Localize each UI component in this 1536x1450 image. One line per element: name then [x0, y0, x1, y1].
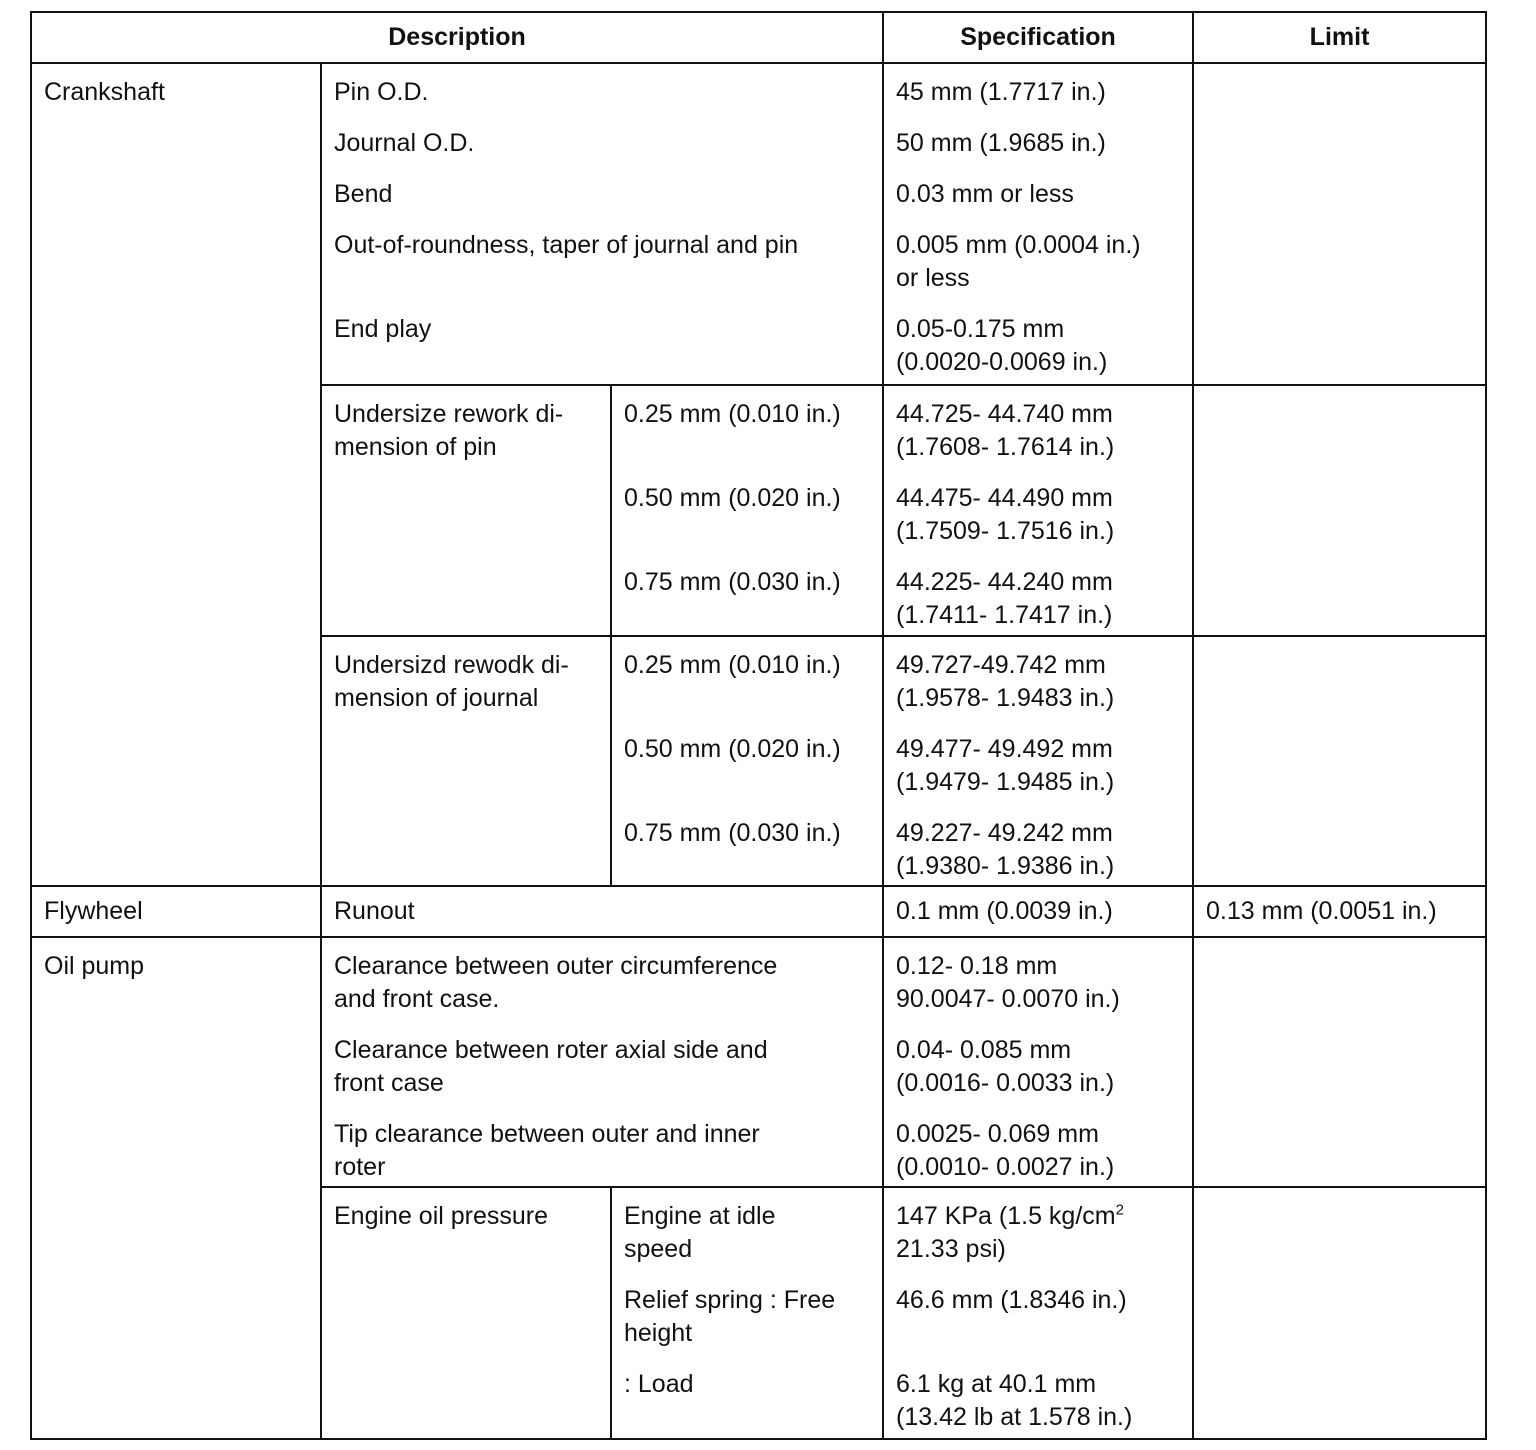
journal-rework-size-050: 0.50 mm (0.020 in.)	[624, 735, 841, 763]
journal-rework-size-cell	[611, 636, 883, 886]
spec-line: (0.0010- 0.0027 in.)	[896, 1153, 1115, 1181]
journal-rework-spec-cell	[883, 636, 1193, 886]
spec-line	[896, 1200, 1180, 1233]
flywheel-limit-runout: 0.13 mm (0.0051 in.)	[1193, 886, 1486, 937]
specification-table	[30, 11, 1487, 1440]
flywheel-label: Flywheel	[31, 886, 321, 937]
cond-line: height	[624, 1319, 693, 1347]
crankshaft-limit-cell	[1193, 63, 1486, 385]
oil-pressure-spec-free-height: 46.6 mm (1.8346 in.)	[896, 1286, 1127, 1314]
oil-pump-label: Oil pump	[44, 952, 145, 980]
spec-text: 147 KPa (1.5 kg/cm	[896, 1202, 1116, 1230]
desc-line: Clearance between outer circumference	[334, 952, 778, 980]
pin-rework-spec-025	[896, 398, 1180, 482]
cond-line: speed	[624, 1235, 693, 1263]
cond-line: Relief spring : Free	[624, 1286, 836, 1314]
crankshaft-spec-bend: 0.03 mm or less	[896, 180, 1074, 208]
spec-line: (0.0020-0.0069 in.)	[896, 348, 1108, 376]
oil-pressure-spec-load	[896, 1368, 1180, 1434]
spec-line: (0.0016- 0.0033 in.)	[896, 1069, 1115, 1097]
pin-rework-size-075: 0.75 mm (0.030 in.)	[624, 568, 841, 596]
pin-rework-spec-075	[896, 566, 1180, 632]
journal-rework-spec-075	[896, 817, 1180, 883]
header-description: Description	[31, 12, 883, 63]
desc-line: front case	[334, 1069, 444, 1097]
spec-line: 0.12- 0.18 mm	[896, 952, 1058, 980]
oil-pressure-label-cell	[321, 1187, 611, 1439]
pin-rework-label-cell	[321, 385, 611, 636]
desc-line: Tip clearance between outer and inner	[334, 1120, 760, 1148]
spec-line: (1.9380- 1.9386 in.)	[896, 852, 1115, 880]
oil-pump-desc-cell	[321, 937, 883, 1187]
spec-line: (1.7608- 1.7614 in.)	[896, 433, 1115, 461]
flywheel-spec-runout: 0.1 mm (0.0039 in.)	[883, 886, 1193, 937]
header-specification: Specification	[883, 12, 1193, 63]
spec-line: or less	[896, 264, 970, 292]
journal-rework-label-cell	[321, 636, 611, 886]
pin-rework-spec-050	[896, 482, 1180, 566]
pin-rework-size-050: 0.50 mm (0.020 in.)	[624, 484, 841, 512]
journal-rework-label-line: Undersizd rewodk di-	[334, 651, 569, 679]
spec-line: 44.225- 44.240 mm	[896, 568, 1113, 596]
pin-rework-spec-cell	[883, 385, 1193, 636]
crankshaft-label-cell	[31, 63, 321, 886]
desc-line: Clearance between roter axial side and	[334, 1036, 768, 1064]
spec-line: 49.477- 49.492 mm	[896, 735, 1113, 763]
journal-rework-label-line: mension of journal	[334, 684, 539, 712]
crankshaft-spec-journal-od: 50 mm (1.9685 in.)	[896, 129, 1106, 157]
header-row	[31, 12, 1486, 63]
journal-rework-limit-cell	[1193, 636, 1486, 886]
oil-pressure-cond-load: : Load	[624, 1370, 694, 1398]
spec-line: 49.727-49.742 mm	[896, 651, 1106, 679]
spec-line: 0.05-0.175 mm	[896, 315, 1065, 343]
oil-pressure-limit-cell	[1193, 1187, 1486, 1439]
spec-line: 90.0047- 0.0070 in.)	[896, 985, 1120, 1013]
oil-pressure-cond-free-height	[624, 1284, 870, 1368]
oil-pump-spec-axial-side	[896, 1034, 1180, 1118]
spec-line: (1.7411- 1.7417 in.)	[896, 601, 1113, 629]
cond-line: Engine at idle	[624, 1202, 776, 1230]
pin-rework-label-line: Undersize rework di-	[334, 400, 564, 428]
crankshaft-desc-bend: Bend	[334, 180, 393, 208]
spec-line: 6.1 kg at 40.1 mm	[896, 1370, 1097, 1398]
spec-line: (1.9578- 1.9483 in.)	[896, 684, 1115, 712]
spec-line: (1.7509- 1.7516 in.)	[896, 517, 1115, 545]
crankshaft-label: Crankshaft	[44, 78, 165, 106]
journal-rework-spec-050	[896, 733, 1180, 817]
oil-pump-spec-cell	[883, 937, 1193, 1187]
flywheel-desc-runout: Runout	[321, 886, 883, 937]
superscript: 2	[1115, 1201, 1124, 1219]
spec-line: 0.005 mm (0.0004 in.)	[896, 231, 1141, 259]
oil-pump-desc-tip-clearance	[334, 1118, 870, 1184]
crankshaft-spec-pin-od: 45 mm (1.7717 in.)	[896, 78, 1106, 106]
oil-pump-spec-outer-circumference	[896, 950, 1180, 1034]
pin-rework-size-cell	[611, 385, 883, 636]
pin-rework-size-025: 0.25 mm (0.010 in.)	[624, 400, 841, 428]
crankshaft-desc-cell	[321, 63, 883, 385]
crankshaft-spec-end-play	[896, 313, 1180, 379]
pin-rework-label-line: mension of pin	[334, 433, 497, 461]
oil-pump-spec-tip-clearance	[896, 1118, 1180, 1184]
crankshaft-spec-cell	[883, 63, 1193, 385]
oil-pump-label-cell	[31, 937, 321, 1439]
crankshaft-desc-pin-od: Pin O.D.	[334, 78, 429, 106]
desc-line: roter	[334, 1153, 386, 1181]
crankshaft-spec-out-of-roundness	[896, 229, 1180, 313]
oil-pump-clearance-row	[31, 937, 1486, 1187]
header-limit: Limit	[1193, 12, 1486, 63]
oil-pressure-label: Engine oil pressure	[334, 1202, 549, 1230]
spec-line: 0.04- 0.085 mm	[896, 1036, 1072, 1064]
spec-line: 49.227- 49.242 mm	[896, 819, 1113, 847]
oil-pump-limit-cell	[1193, 937, 1486, 1187]
oil-pump-desc-outer-circumference	[334, 950, 870, 1034]
spec-line: 21.33 psi)	[896, 1235, 1006, 1263]
spec-line: (13.42 lb at 1.578 in.)	[896, 1403, 1133, 1431]
spec-line: 0.0025- 0.069 mm	[896, 1120, 1099, 1148]
crankshaft-desc-journal-od: Journal O.D.	[334, 129, 475, 157]
spec-line: 44.725- 44.740 mm	[896, 400, 1113, 428]
pin-rework-limit-cell	[1193, 385, 1486, 636]
oil-pressure-spec-cell	[883, 1187, 1193, 1439]
desc-line: and front case.	[334, 985, 500, 1013]
flywheel-row	[31, 886, 1486, 937]
crankshaft-general-row	[31, 63, 1486, 385]
crankshaft-desc-end-play: End play	[334, 315, 432, 343]
crankshaft-desc-out-of-roundness: Out-of-roundness, taper of journal and pin	[334, 231, 799, 259]
journal-rework-size-075: 0.75 mm (0.030 in.)	[624, 819, 841, 847]
journal-rework-size-025: 0.25 mm (0.010 in.)	[624, 651, 841, 679]
oil-pressure-cond-idle	[624, 1200, 870, 1284]
spec-line: 44.475- 44.490 mm	[896, 484, 1113, 512]
spec-line: (1.9479- 1.9485 in.)	[896, 768, 1115, 796]
oil-pump-desc-axial-side	[334, 1034, 870, 1118]
oil-pressure-condition-cell	[611, 1187, 883, 1439]
journal-rework-spec-025	[896, 649, 1180, 733]
oil-pressure-spec-idle	[896, 1200, 1180, 1284]
